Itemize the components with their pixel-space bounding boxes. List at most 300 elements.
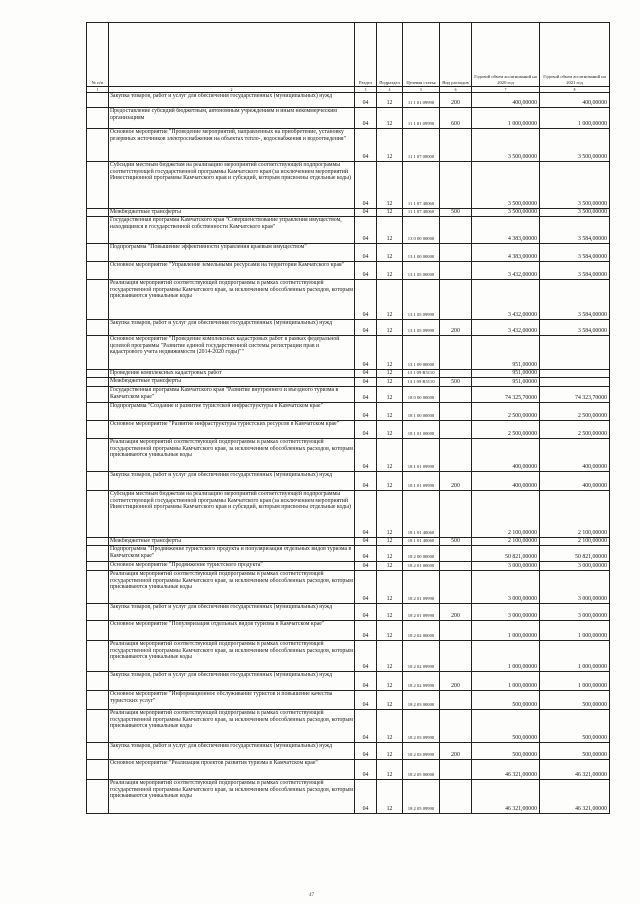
cell-name: Закупка товаров, работ и услуг для обеспечения государственных (муниципальных) нужд <box>109 93 355 108</box>
cell-volume-2021: 500,00000 <box>540 743 610 760</box>
budget-table <box>86 22 610 814</box>
cell-volume-2020: 1 000,00000 <box>472 108 540 129</box>
cell-target-article: 18 2 03 09990 <box>403 743 440 760</box>
cell-volume-2021: 3 584,00000 <box>540 320 610 336</box>
cell-expense-type <box>440 403 472 421</box>
cell-expense-type <box>440 780 472 814</box>
cell-volume-2021 <box>540 370 610 378</box>
cell-name: Государственная программа Камчатского края "Совершенствование управления имуществом, находящимся в государственной собственности Камчатского края" <box>109 217 355 244</box>
table-row <box>87 538 610 546</box>
cell-expense-type <box>440 621 472 641</box>
cell-name: Основное мероприятие "Управление земельными ресурсами на территории Камчатского края" <box>109 262 355 280</box>
table-body <box>87 93 610 814</box>
cell-target-article: 11 1 07 40060 <box>403 209 440 217</box>
cell-section: 04 <box>355 93 377 108</box>
cell-subsection: 12 <box>377 370 403 378</box>
cell-name: Реализация мероприятий соответствующей подпрограммы в рамках соответствующей государственной программы Камчатского края, за исключением обособленных расходов, которым присваиваются уникальные коды <box>109 780 355 814</box>
cell-volume-2020: 3 500,00000 <box>472 162 540 209</box>
cell-target-article: 13 1 00 00000 <box>403 244 440 262</box>
cell-target-article: 18 1 01 40060 <box>403 491 440 538</box>
cell-name: Субсидии местным бюджетам на реализацию мероприятий соответствующей подпрограммы соответствующей государственной программы Камчатского края (за исключением мероприятий Инвестиционной программы Камчатского края и субсидий, которым присвоены отдельные коды) <box>109 162 355 209</box>
cell-volume-2021: 400,00000 <box>540 93 610 108</box>
cell-volume-2020: 3 000,00000 <box>472 604 540 621</box>
cell-subsection: 12 <box>377 472 403 491</box>
cell-expense-type <box>440 439 472 472</box>
cell-target-article: 18 1 01 40060 <box>403 538 440 546</box>
column-index: 8 <box>540 87 610 93</box>
table-row <box>87 562 610 571</box>
cell-volume-2021: 2 500,00000 <box>540 403 610 421</box>
column-index: 7 <box>472 87 540 93</box>
cell-expense-type: 200 <box>440 472 472 491</box>
cell-volume-2020: 400,00000 <box>472 93 540 108</box>
cell-subsection: 12 <box>377 641 403 672</box>
table-row <box>87 743 610 760</box>
cell-target-article: 18 2 02 09990 <box>403 672 440 691</box>
cell-target-article: 18 0 00 00000 <box>403 387 440 403</box>
table-row <box>87 244 610 262</box>
cell-volume-2020: 400,00000 <box>472 439 540 472</box>
cell-subsection: 12 <box>377 439 403 472</box>
cell-subsection: 12 <box>377 387 403 403</box>
cell-target-article: 18 2 02 09990 <box>403 641 440 672</box>
cell-volume-2021: 3 000,00000 <box>540 562 610 571</box>
cell-volume-2020: 951,00000 <box>472 336 540 370</box>
cell-expense-type: 200 <box>440 93 472 108</box>
cell-subsection: 12 <box>377 244 403 262</box>
table-row <box>87 320 610 336</box>
cell-volume-2021: 400,00000 <box>540 439 610 472</box>
cell-number <box>87 641 109 672</box>
cell-volume-2020: 3 432,00000 <box>472 320 540 336</box>
cell-name: Подпрограмма "Продвижение туристского продукта и популяризация отдельных видов туризма в Камчатском крае" <box>109 546 355 562</box>
table-row <box>87 691 610 710</box>
cell-expense-type <box>440 280 472 320</box>
cell-subsection: 12 <box>377 403 403 421</box>
cell-target-article: 18 1 01 09990 <box>403 439 440 472</box>
cell-target-article: 18 1 01 09990 <box>403 472 440 491</box>
cell-number <box>87 439 109 472</box>
cell-section: 04 <box>355 244 377 262</box>
cell-name: Государственная программа Камчатского края "Развитие внутреннего и въездного туризма в Камчатском крае" <box>109 387 355 403</box>
cell-target-article: 13 1 09 00000 <box>403 336 440 370</box>
cell-target-article: 11 1 07 40060 <box>403 162 440 209</box>
cell-volume-2021: 500,00000 <box>540 691 610 710</box>
cell-target-article: 18 2 02 00000 <box>403 621 440 641</box>
cell-expense-type <box>440 217 472 244</box>
cell-number <box>87 604 109 621</box>
table-row <box>87 217 610 244</box>
col-header-volume-2021: Годовой объем ассигнований на 2021 год <box>540 23 610 87</box>
cell-section: 04 <box>355 336 377 370</box>
cell-name: Основное мероприятие "Проведение мероприятий, направленных на приобретение, установку резервных источников электроснабжения на объектах тепло-, водоснабжения и водоотведения" <box>109 129 355 162</box>
cell-name: Проведение комплексных кадастровых работ <box>109 370 355 378</box>
cell-volume-2021: 74 323,70000 <box>540 387 610 403</box>
cell-subsection: 12 <box>377 421 403 439</box>
cell-number <box>87 672 109 691</box>
cell-section: 04 <box>355 320 377 336</box>
cell-volume-2020: 3 000,00000 <box>472 571 540 604</box>
cell-section: 04 <box>355 604 377 621</box>
cell-volume-2020: 3 432,00000 <box>472 262 540 280</box>
cell-name: Межбюджетные трансферты <box>109 378 355 387</box>
cell-volume-2020: 400,00000 <box>472 472 540 491</box>
cell-target-article: 11 1 07 00000 <box>403 129 440 162</box>
cell-volume-2020: 3 000,00000 <box>472 562 540 571</box>
cell-section: 04 <box>355 217 377 244</box>
cell-volume-2020: 4 383,00000 <box>472 244 540 262</box>
cell-volume-2021: 1 000,00000 <box>540 641 610 672</box>
cell-volume-2020: 50 821,00000 <box>472 546 540 562</box>
table-row <box>87 760 610 780</box>
cell-name: Основное мероприятие "Популяризация отдельных видов туризма в Камчатском крае" <box>109 621 355 641</box>
cell-section: 04 <box>355 421 377 439</box>
cell-name: Реализация мероприятий соответствующей подпрограммы в рамках соответствующей государственной программы Камчатского края, за исключением обособленных расходов, которым присваиваются уникальные коды <box>109 710 355 743</box>
cell-section: 04 <box>355 280 377 320</box>
cell-volume-2021: 3 584,00000 <box>540 244 610 262</box>
page-number: 47 <box>309 893 314 898</box>
cell-volume-2020: 2 100,00000 <box>472 491 540 538</box>
cell-expense-type <box>440 387 472 403</box>
cell-target-article: 18 2 03 00000 <box>403 691 440 710</box>
cell-expense-type <box>440 491 472 538</box>
cell-volume-2021: 46 321,00000 <box>540 760 610 780</box>
cell-subsection: 12 <box>377 546 403 562</box>
cell-section: 04 <box>355 691 377 710</box>
cell-volume-2021: 3 000,00000 <box>540 604 610 621</box>
cell-name: Основное мероприятие "Проведение комплексных кадастровых работ в рамках федеральной целевой программы "Развитие единой государственной системы регистрации прав и кадастрового учета недвижимости (2014-2020 годы)"" <box>109 336 355 370</box>
cell-number <box>87 403 109 421</box>
cell-number <box>87 691 109 710</box>
cell-volume-2021: 46 321,00000 <box>540 780 610 814</box>
cell-subsection: 12 <box>377 760 403 780</box>
cell-subsection: 12 <box>377 604 403 621</box>
cell-volume-2020: 1 000,00000 <box>472 672 540 691</box>
table-row <box>87 209 610 217</box>
cell-target-article: 11 1 01 09990 <box>403 93 440 108</box>
cell-name: Подпрограмма "Повышение эффективности управления краевым имуществом" <box>109 244 355 262</box>
table-row <box>87 621 610 641</box>
cell-volume-2020: 3 500,00000 <box>472 209 540 217</box>
cell-volume-2020: 46 321,00000 <box>472 760 540 780</box>
cell-volume-2021: 3 584,00000 <box>540 280 610 320</box>
cell-section: 04 <box>355 743 377 760</box>
table-row <box>87 546 610 562</box>
cell-number <box>87 472 109 491</box>
cell-target-article: 13 1 09 R5110 <box>403 370 440 378</box>
cell-volume-2021: 50 821,00000 <box>540 546 610 562</box>
header-row <box>87 23 610 87</box>
cell-name: Закупка товаров, работ и услуг для обеспечения государственных (муниципальных) нужд <box>109 604 355 621</box>
cell-volume-2021: 1 000,00000 <box>540 621 610 641</box>
cell-target-article: 13 1 09 R5110 <box>403 378 440 387</box>
cell-volume-2021: 2 100,00000 <box>540 538 610 546</box>
cell-subsection: 12 <box>377 571 403 604</box>
table-row <box>87 93 610 108</box>
cell-expense-type: 200 <box>440 743 472 760</box>
cell-target-article: 11 1 01 09990 <box>403 108 440 129</box>
cell-number <box>87 571 109 604</box>
table-row <box>87 571 610 604</box>
cell-subsection: 12 <box>377 491 403 538</box>
cell-subsection: 12 <box>377 320 403 336</box>
cell-number <box>87 209 109 217</box>
cell-number <box>87 129 109 162</box>
cell-number <box>87 760 109 780</box>
cell-subsection: 12 <box>377 672 403 691</box>
cell-expense-type <box>440 571 472 604</box>
cell-subsection: 12 <box>377 562 403 571</box>
table-row <box>87 604 610 621</box>
cell-number <box>87 780 109 814</box>
cell-number <box>87 244 109 262</box>
cell-target-article: 18 1 01 00000 <box>403 421 440 439</box>
cell-target-article: 18 2 05 09990 <box>403 780 440 814</box>
cell-volume-2021: 2 100,00000 <box>540 491 610 538</box>
cell-section: 04 <box>355 538 377 546</box>
cell-expense-type <box>440 370 472 378</box>
cell-expense-type <box>440 262 472 280</box>
cell-name: Реализация мероприятий соответствующей подпрограммы в рамках соответствующей государственной программы Камчатского края, за исключением обособленных расходов, которым присваиваются уникальные коды <box>109 641 355 672</box>
cell-target-article: 18 1 00 00000 <box>403 403 440 421</box>
cell-number <box>87 538 109 546</box>
cell-number <box>87 370 109 378</box>
cell-section: 04 <box>355 710 377 743</box>
cell-section: 04 <box>355 378 377 387</box>
cell-section: 04 <box>355 108 377 129</box>
table-row <box>87 472 610 491</box>
cell-section: 04 <box>355 162 377 209</box>
cell-volume-2021: 3 584,00000 <box>540 217 610 244</box>
table-row <box>87 491 610 538</box>
cell-target-article: 18 2 00 00000 <box>403 546 440 562</box>
col-header-subsection: Подраздел <box>377 23 403 87</box>
cell-expense-type <box>440 710 472 743</box>
table-row <box>87 336 610 370</box>
cell-expense-type: 600 <box>440 108 472 129</box>
cell-section: 04 <box>355 370 377 378</box>
cell-volume-2021: 500,00000 <box>540 710 610 743</box>
table-row <box>87 280 610 320</box>
table-row <box>87 129 610 162</box>
cell-expense-type: 500 <box>440 538 472 546</box>
cell-volume-2020: 951,00000 <box>472 378 540 387</box>
cell-expense-type: 500 <box>440 209 472 217</box>
cell-name: Реализация мероприятий соответствующей подпрограммы в рамках соответствующей государственной программы Камчатского края, за исключением обособленных расходов, которым присваиваются уникальные коды <box>109 439 355 472</box>
column-index: 2 <box>109 87 355 93</box>
cell-number <box>87 217 109 244</box>
cell-section: 04 <box>355 760 377 780</box>
cell-subsection: 12 <box>377 262 403 280</box>
cell-volume-2021: 3 500,00000 <box>540 162 610 209</box>
table-row <box>87 710 610 743</box>
cell-name: Основное мероприятие "Развитие инфраструктуры туристских ресурсов в Камчатском крае" <box>109 421 355 439</box>
cell-section: 04 <box>355 129 377 162</box>
col-header-volume-2020: Годовой объем ассигнований на 2020 год <box>472 23 540 87</box>
table-row <box>87 421 610 439</box>
table-row <box>87 672 610 691</box>
cell-target-article: 13 1 05 09990 <box>403 280 440 320</box>
cell-section: 04 <box>355 472 377 491</box>
cell-section: 04 <box>355 387 377 403</box>
cell-expense-type: 200 <box>440 604 472 621</box>
cell-volume-2020: 2 500,00000 <box>472 403 540 421</box>
cell-subsection: 12 <box>377 336 403 370</box>
cell-expense-type: 500 <box>440 378 472 387</box>
cell-volume-2020: 951,00000 <box>472 370 540 378</box>
cell-subsection: 12 <box>377 691 403 710</box>
cell-number <box>87 93 109 108</box>
cell-section: 04 <box>355 439 377 472</box>
column-index: 1 <box>87 87 109 93</box>
cell-name: Реализация мероприятий соответствующей подпрограммы в рамках соответствующей государственной программы Камчатского края, за исключением обособленных расходов, которым присваиваются уникальные коды <box>109 571 355 604</box>
cell-subsection: 12 <box>377 280 403 320</box>
cell-target-article: 13 1 05 00000 <box>403 262 440 280</box>
cell-expense-type: 200 <box>440 320 472 336</box>
col-header-section: Раздел <box>355 23 377 87</box>
col-header-number: № п/п <box>87 23 109 87</box>
cell-subsection: 12 <box>377 538 403 546</box>
cell-volume-2020: 2 100,00000 <box>472 538 540 546</box>
cell-name: Межбюджетные трансферты <box>109 538 355 546</box>
cell-number <box>87 387 109 403</box>
cell-subsection: 12 <box>377 209 403 217</box>
cell-expense-type <box>440 641 472 672</box>
cell-number <box>87 562 109 571</box>
cell-volume-2020: 3 500,00000 <box>472 129 540 162</box>
col-header-target-article: Целевая статья <box>403 23 440 87</box>
cell-volume-2020: 3 432,00000 <box>472 280 540 320</box>
cell-section: 04 <box>355 562 377 571</box>
cell-name: Подпрограмма "Создание и развитие туристской инфраструктуры в Камчатском крае" <box>109 403 355 421</box>
cell-number <box>87 621 109 641</box>
cell-volume-2020: 1 000,00000 <box>472 621 540 641</box>
cell-name: Закупка товаров, работ и услуг для обеспечения государственных (муниципальных) нужд <box>109 472 355 491</box>
table-row <box>87 378 610 387</box>
cell-target-article: 18 2 01 09990 <box>403 604 440 621</box>
cell-section: 04 <box>355 209 377 217</box>
cell-number <box>87 336 109 370</box>
cell-number <box>87 162 109 209</box>
table-row <box>87 162 610 209</box>
cell-subsection: 12 <box>377 780 403 814</box>
cell-volume-2020: 46 321,00000 <box>472 780 540 814</box>
cell-subsection: 12 <box>377 162 403 209</box>
col-header-expense-type: Вид расходов <box>440 23 472 87</box>
cell-number <box>87 280 109 320</box>
cell-section: 04 <box>355 780 377 814</box>
cell-target-article: 18 2 05 00000 <box>403 760 440 780</box>
cell-section: 04 <box>355 641 377 672</box>
table-row <box>87 370 610 378</box>
cell-section: 04 <box>355 491 377 538</box>
cell-subsection: 12 <box>377 378 403 387</box>
column-index: 3 <box>355 87 377 93</box>
cell-target-article: 13 1 05 09990 <box>403 320 440 336</box>
cell-volume-2020: 500,00000 <box>472 743 540 760</box>
table-row <box>87 108 610 129</box>
cell-name: Основное мероприятие "Реализация проектов развития туризма в Камчатском крае" <box>109 760 355 780</box>
cell-name: Межбюджетные трансферты <box>109 209 355 217</box>
column-index: 4 <box>377 87 403 93</box>
column-index: 5 <box>403 87 440 93</box>
cell-subsection: 12 <box>377 129 403 162</box>
cell-section: 04 <box>355 672 377 691</box>
cell-volume-2020: 2 500,00000 <box>472 421 540 439</box>
cell-number <box>87 743 109 760</box>
cell-subsection: 12 <box>377 710 403 743</box>
col-header-name <box>109 23 355 87</box>
cell-subsection: 12 <box>377 108 403 129</box>
cell-section: 04 <box>355 403 377 421</box>
table-row <box>87 262 610 280</box>
cell-volume-2021: 1 000,00000 <box>540 672 610 691</box>
cell-expense-type <box>440 691 472 710</box>
cell-section: 04 <box>355 262 377 280</box>
cell-volume-2020: 500,00000 <box>472 710 540 743</box>
table-row <box>87 403 610 421</box>
cell-expense-type <box>440 546 472 562</box>
cell-expense-type <box>440 562 472 571</box>
cell-expense-type <box>440 129 472 162</box>
cell-volume-2021: 400,00000 <box>540 472 610 491</box>
cell-name: Основное мероприятие "Продвижение туристского продукта" <box>109 562 355 571</box>
cell-number <box>87 262 109 280</box>
cell-volume-2021: 3 584,00000 <box>540 262 610 280</box>
cell-section: 04 <box>355 621 377 641</box>
cell-expense-type <box>440 162 472 209</box>
cell-subsection: 12 <box>377 743 403 760</box>
cell-volume-2021: 2 500,00000 <box>540 421 610 439</box>
table-row <box>87 439 610 472</box>
cell-target-article: 18 2 01 09990 <box>403 571 440 604</box>
cell-volume-2020: 1 000,00000 <box>472 641 540 672</box>
cell-expense-type <box>440 760 472 780</box>
cell-subsection: 12 <box>377 621 403 641</box>
cell-volume-2020: 4 383,00000 <box>472 217 540 244</box>
cell-number <box>87 108 109 129</box>
cell-volume-2020: 74 325,70000 <box>472 387 540 403</box>
table-row <box>87 780 610 814</box>
cell-volume-2021 <box>540 336 610 370</box>
cell-expense-type: 200 <box>440 672 472 691</box>
cell-name: Субсидии местным бюджетам на реализацию мероприятий соответствующей подпрограммы соответствующей государственной программы Камчатского края (за исключением мероприятий Инвестиционной программы Камчатского края и субсидий, которым присвоены отдельные коды) <box>109 491 355 538</box>
cell-expense-type <box>440 244 472 262</box>
cell-number <box>87 546 109 562</box>
cell-expense-type <box>440 336 472 370</box>
cell-name: Закупка товаров, работ и услуг для обеспечения государственных (муниципальных) нужд <box>109 743 355 760</box>
cell-number <box>87 421 109 439</box>
cell-number <box>87 491 109 538</box>
cell-section: 04 <box>355 546 377 562</box>
cell-volume-2021: 3 000,00000 <box>540 571 610 604</box>
cell-subsection: 12 <box>377 217 403 244</box>
cell-name: Предоставление субсидий бюджетным, автономным учреждениям и иным некоммерческим организациям <box>109 108 355 129</box>
cell-target-article: 13 0 00 00000 <box>403 217 440 244</box>
table-row <box>87 387 610 403</box>
cell-number <box>87 378 109 387</box>
cell-name: Закупка товаров, работ и услуг для обеспечения государственных (муниципальных) нужд <box>109 672 355 691</box>
cell-volume-2020: 500,00000 <box>472 691 540 710</box>
cell-volume-2021 <box>540 378 610 387</box>
cell-subsection: 12 <box>377 93 403 108</box>
cell-volume-2021: 3 500,00000 <box>540 129 610 162</box>
cell-target-article: 18 2 01 00000 <box>403 562 440 571</box>
cell-number <box>87 320 109 336</box>
cell-target-article: 18 2 03 09990 <box>403 710 440 743</box>
cell-volume-2021: 3 500,00000 <box>540 209 610 217</box>
table-row <box>87 641 610 672</box>
